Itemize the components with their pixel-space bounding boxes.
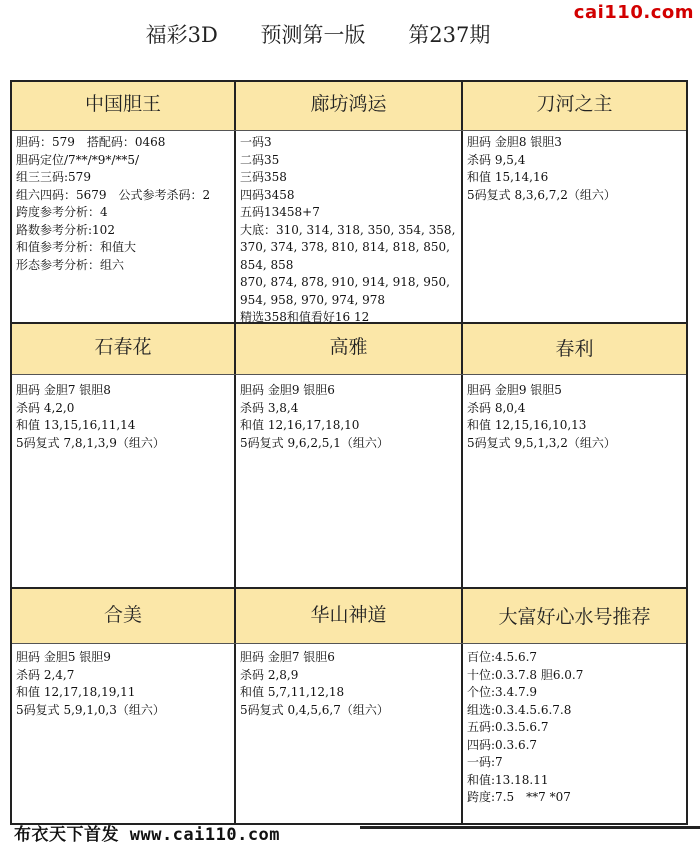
column-divider: [461, 82, 463, 823]
cell-header: 中国胆王: [12, 82, 234, 130]
footer-divider: [360, 826, 700, 829]
cell-line: 百位:4.5.6.7: [467, 650, 538, 664]
cell-line: 370, 374, 378, 810, 814, 818, 850,: [240, 240, 450, 254]
cell-line: 5码复式 0,4,5,6,7（组六）: [240, 702, 389, 717]
cell-line: 一码:7: [467, 755, 503, 769]
footer-watermark: 布衣天下首发 www.cai110.com: [14, 825, 281, 845]
cell-body: [240, 382, 460, 452]
cell-header: 大富好心水号推荐: [463, 589, 686, 643]
cell-header: 春利: [463, 324, 686, 374]
cell-line: 四码3458: [240, 187, 295, 202]
cell-header: 合美: [12, 589, 234, 643]
cell-line: 和值 13,15,16,11,14: [16, 418, 136, 432]
lottery-name: 福彩3D: [145, 23, 218, 47]
cell-line: 一码3: [240, 135, 272, 149]
cell-line: 杀码 4,2,0: [16, 400, 75, 415]
cell-line: 胆码 金胆9 银胆5: [467, 383, 562, 397]
cell-line: 和值参考分析：和值大: [16, 240, 137, 254]
cell-body: [16, 382, 232, 452]
prediction-grid: [10, 80, 688, 825]
cell-line: 5码复式 9,5,1,3,2（组六）: [467, 435, 616, 450]
cell-line: 和值 12,17,18,19,11: [16, 685, 136, 699]
cell-line: 胆码定位/7**/*9*/**5/: [16, 152, 140, 167]
cell-header: 华山神道: [236, 589, 461, 643]
cell-line: 胆码：579 搭配码：0468: [16, 135, 166, 149]
cell-line: 二码35: [240, 152, 280, 167]
column-divider: [234, 82, 236, 823]
cell-body: [240, 649, 460, 719]
cell-line: 胆码 金胆5 银胆9: [16, 650, 111, 664]
cell-line: 和值 5,7,11,12,18: [240, 685, 345, 699]
header-divider: [12, 374, 686, 375]
header-divider: [12, 643, 686, 644]
cell-line: 杀码 2,4,7: [16, 667, 75, 682]
cell-line: 五码13458+7: [240, 205, 320, 219]
cell-body: [16, 134, 232, 274]
cell-line: 杀码 3,8,4: [240, 400, 299, 415]
cell-line: 组选:0.3.4.5.6.7.8: [467, 702, 572, 717]
cell-line: 870, 874, 878, 910, 914, 918, 950,: [240, 275, 450, 289]
cell-line: 四码:0.3.6.7: [467, 737, 538, 752]
version-label: 预测第一版: [260, 23, 366, 47]
cell-line: 大底：310, 314, 318, 350, 354, 358,: [240, 222, 456, 237]
cell-line: 组三三码:579: [16, 170, 91, 184]
cell-line: 形态参考分析：组六: [16, 257, 125, 272]
cell-line: 五码:0.3.5.6.7: [467, 720, 549, 734]
cell-line: 三码358: [240, 170, 287, 184]
issue-number: 第237期: [408, 23, 491, 47]
cell-header: 刀河之主: [463, 82, 686, 130]
cell-line: 854, 858: [240, 257, 294, 272]
cell-line: 胆码 金胆7 银胆8: [16, 383, 111, 397]
cell-line: 胆码 金胆9 银胆6: [240, 383, 335, 397]
cell-line: 个位:3.4.7.9: [467, 685, 538, 699]
cell-line: 十位:0.3.7.8 胆6.0.7: [467, 667, 584, 682]
cell-line: 5码复式 7,8,1,3,9（组六）: [16, 435, 165, 450]
header-divider: [12, 130, 686, 131]
cell-line: 跨度:7.5 **7 *07: [467, 790, 571, 804]
cell-line: 和值 12,15,16,10,13: [467, 418, 587, 432]
cell-body: [467, 134, 685, 204]
cell-header: 石春花: [12, 324, 234, 374]
cell-line: 5码复式 9,6,2,5,1（组六）: [240, 435, 389, 450]
cell-header: 廊坊鸿运: [236, 82, 461, 130]
cell-line: 和值 15,14,16: [467, 170, 549, 184]
cell-line: 胆码 金胆7 银胆6: [240, 650, 335, 664]
cell-line: 杀码 2,8,9: [240, 667, 299, 682]
cell-line: 组六四码：5679 公式参考杀码：2: [16, 187, 211, 202]
cell-line: 杀码 9,5,4: [467, 152, 526, 167]
cell-line: 和值:13.18.11: [467, 772, 549, 787]
cell-line: 5码复式 5,9,1,0,3（组六）: [16, 702, 165, 717]
cell-line: 跨度参考分析：4: [16, 205, 108, 219]
cell-body: [16, 649, 232, 719]
page-title: [18, 10, 618, 60]
cell-line: 5码复式 8,3,6,7,2（组六）: [467, 187, 616, 202]
cell-line: 路数参考分析:102: [16, 222, 115, 237]
cell-line: 精选358和值看好16 12: [240, 310, 370, 324]
cell-body: [240, 134, 460, 327]
cell-line: 杀码 8,0,4: [467, 400, 526, 415]
cell-line: 954, 958, 970, 974, 978: [240, 292, 386, 307]
cell-header: 高雅: [236, 324, 461, 374]
cell-line: 和值 12,16,17,18,10: [240, 418, 360, 432]
cell-line: 胆码 金胆8 银胆3: [467, 135, 562, 149]
cell-body: [467, 649, 685, 807]
brand-logo: cai110.com: [573, 2, 694, 23]
cell-body: [467, 382, 685, 452]
